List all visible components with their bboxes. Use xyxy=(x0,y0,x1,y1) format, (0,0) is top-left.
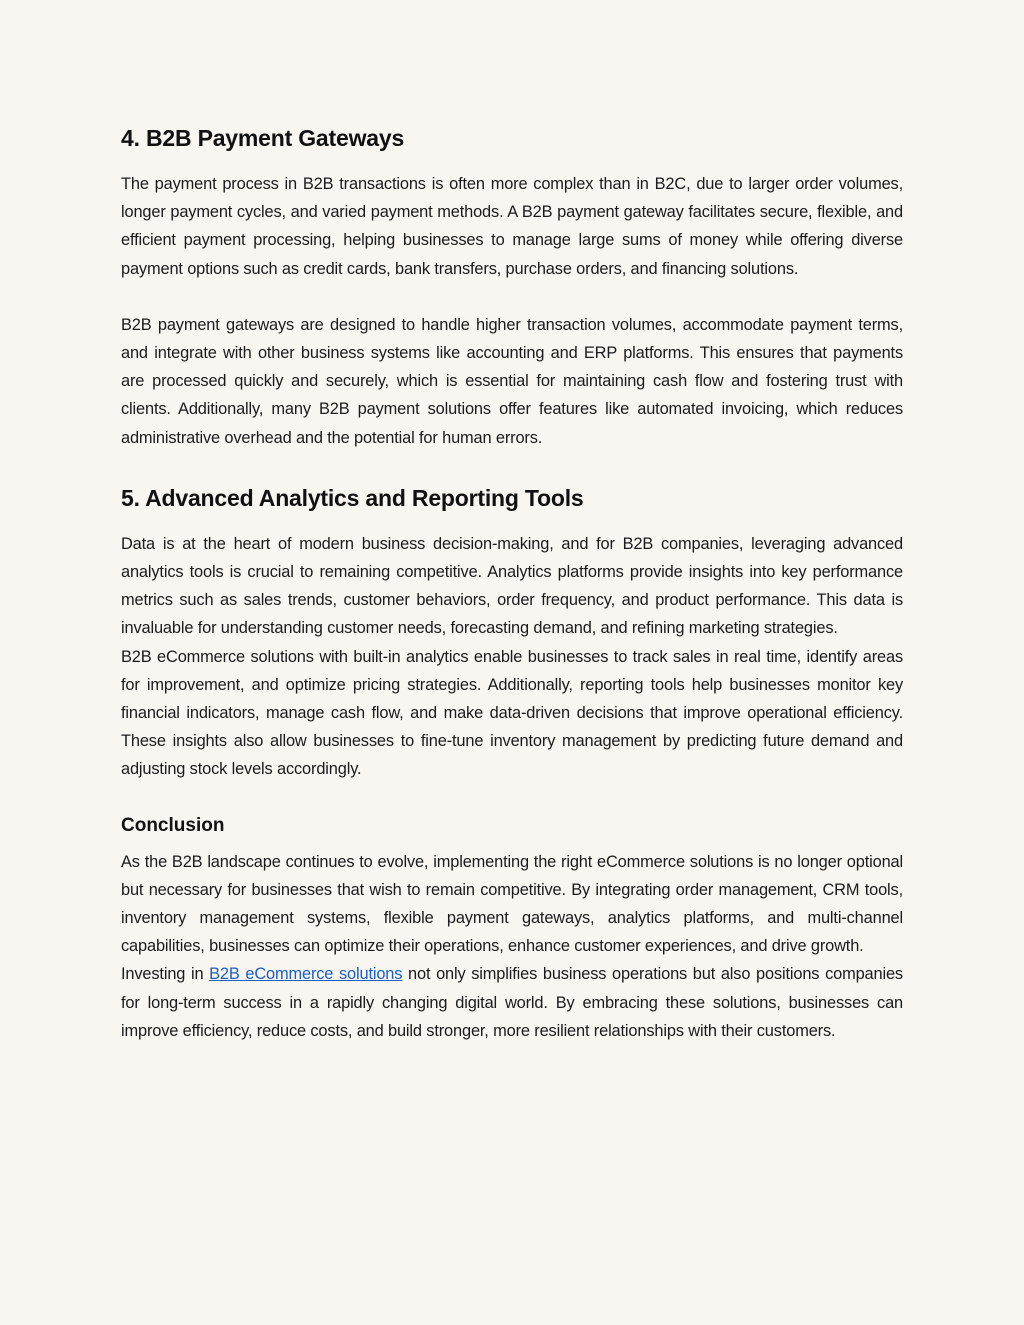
conclusion-paragraph-2 xyxy=(121,960,903,1045)
section-heading-advanced-analytics: 5. Advanced Analytics and Reporting Tools xyxy=(121,484,584,511)
conclusion-heading: Conclusion xyxy=(121,814,225,836)
section-heading-b2b-payment-gateways: 4. B2B Payment Gateways xyxy=(121,125,405,151)
section5-paragraph-1: Data is at the heart of modern business decision-making, and for B2B companies, leveraging advanced analytics tools is crucial to remaining competitive. Analytics platforms provide insights into key performance metrics such as sales trends, customer behaviors, order frequency, and product performance. This data is invaluable for understanding customer needs, forecasting demand, and refining marketing strategies. xyxy=(121,534,903,638)
conclusion-paragraph-2-prefix: Investing in xyxy=(121,965,210,984)
section-spacer xyxy=(121,452,903,482)
b2b-ecommerce-solutions-link[interactable]: B2B eCommerce solutions xyxy=(209,965,403,984)
section5-paragraph-2: B2B eCommerce solutions with built-in analytics enable businesses to track sales in real time, identify areas for improvement, and optimize pricing strategies. Additionally, reporting tools help businesses monitor key financial indicators, manage cash flow, and make data-driven decisions that improve operational efficiency. These insights also allow businesses to fine-tune inventory management by predicting future demand and adjusting stock levels accordingly. xyxy=(121,647,903,779)
section4-paragraph-2: B2B payment gateways are designed to handle higher transaction volumes, accommodate payment terms, and integrate with other business systems like accounting and ERP platforms. This ensures that payments are processed quickly and securely, which is essential for maintaining cash flow and fostering trust with clients. Additionally, many B2B payment solutions offer features like automated invoicing, which reduces administrative overhead and the potential for human errors. xyxy=(121,315,903,447)
conclusion-paragraph-1: As the B2B landscape continues to evolve, implementing the right eCommerce solutions is no longer optional but necessary for businesses that wish to remain competitive. By integrating order management, CRM tools, inventory management systems, flexible payment gateways, analytics platforms, and multi-channel capabilities, businesses can optimize their operations, enhance customer experiences, and drive growth. xyxy=(121,852,903,956)
paragraph-spacer xyxy=(121,283,903,311)
conclusion-paragraph-2-suffix: not only simplifies business operations but also positions companies for long-term success in a rapidly changing digital world. By embracing these solutions, businesses can improve efficiency, reduce costs, and build stronger, more resilient relationships with their customers. xyxy=(121,965,903,1040)
section-spacer xyxy=(121,784,903,812)
section4-paragraph-1: The payment process in B2B transactions is often more complex than in B2C, due to larger order volumes, longer payment cycles, and varied payment methods. A B2B payment gateway facilitates secure, flexible, and efficient payment processing, helping businesses to manage large sums of money while offering diverse payment options such as credit cards, bank transfers, purchase orders, and financing solutions. xyxy=(121,175,903,278)
